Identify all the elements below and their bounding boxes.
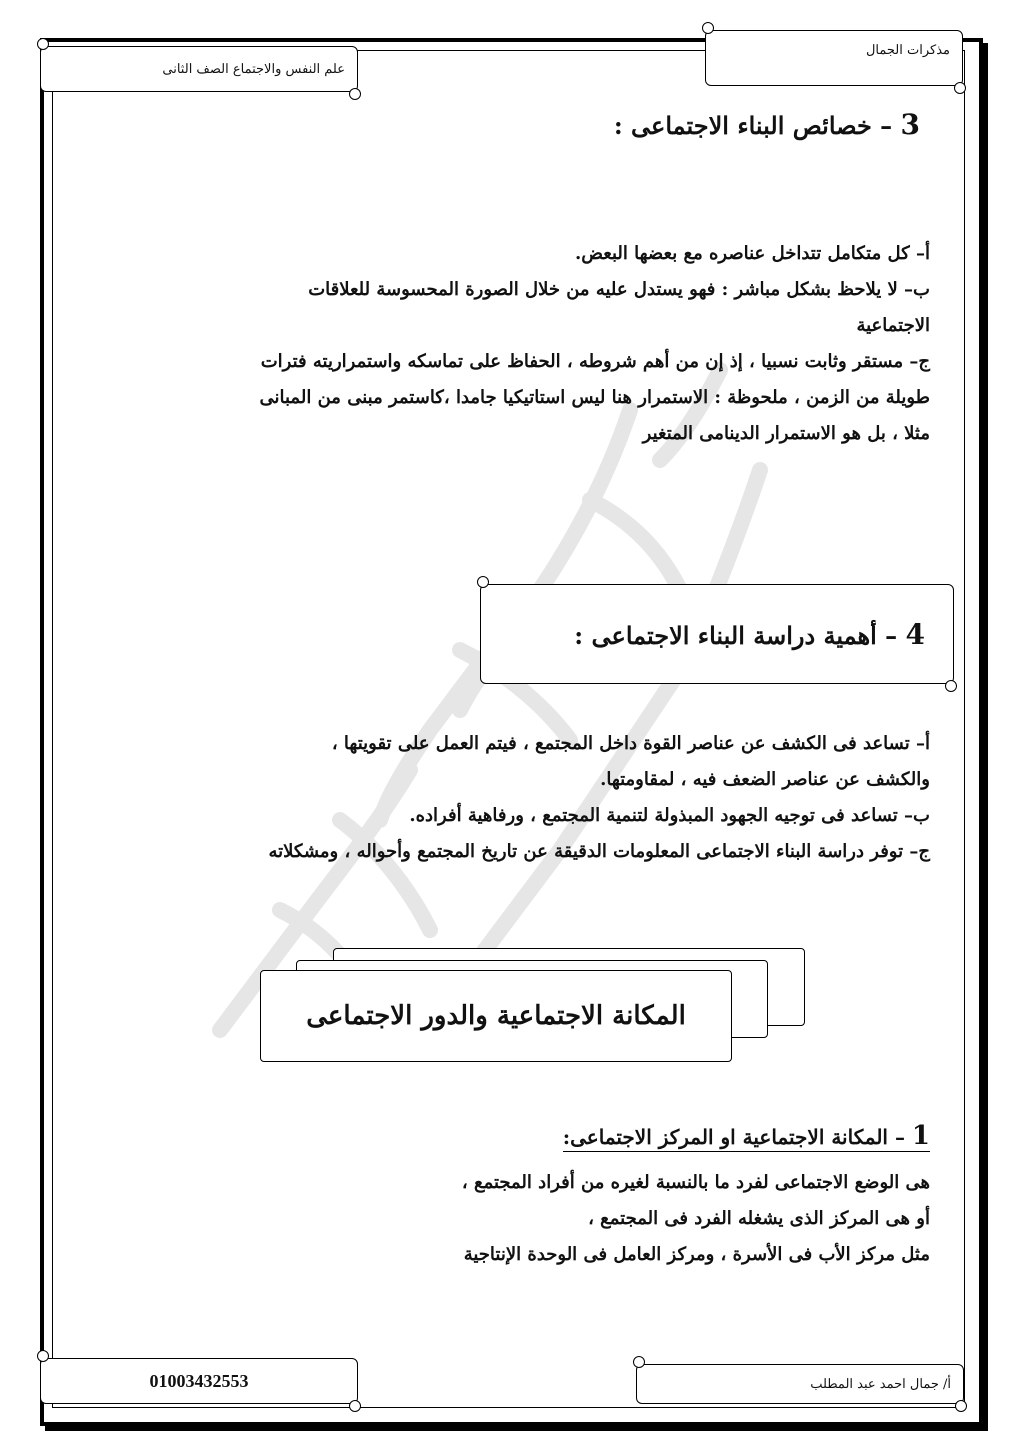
section-4-title: – أهمية دراسة البناء الاجتماعى : <box>574 620 898 650</box>
section-status <box>90 1118 930 1273</box>
section-4-item: ج– توفر دراسة البناء الاجتماعى المعلومات الدقيقة عن تاريخ المجتمع وأحواله ، ومشكلاته <box>268 841 930 862</box>
section-status-number: 1 <box>911 1121 930 1151</box>
section-status-item: مثل مركز الأب فى الأسرة ، ومركز العامل فى الوحدة الإنتاجية <box>463 1244 930 1265</box>
section-4-item: والكشف عن عناصر الضعف فيه ، لمقاومتها. <box>600 769 930 790</box>
header-left-label <box>40 46 358 92</box>
section-4-number: 4 <box>905 617 925 651</box>
section-status-body <box>90 1165 930 1273</box>
section-3-item: ب– لا يلاحظ بشكل مباشر : فهو يستدل عليه من خلال الصورة المحسوسة للعلاقات <box>308 279 930 300</box>
section-4-item: ب– تساعد فى توجيه الجهود المبذولة لتنمية المجتمع ، ورفاهية أفراده. <box>409 805 930 826</box>
banner-front <box>260 970 732 1062</box>
section-3-number: 3 <box>900 108 920 141</box>
section-3 <box>90 108 930 141</box>
section-3-item: مثلا ، بل هو الاستمرار الدينامى المتغير <box>642 423 930 444</box>
section-4-item: أ– تساعد فى الكشف عن عناصر القوة داخل المجتمع ، فيتم العمل على تقويتها ، <box>331 733 930 754</box>
footer-author-label <box>636 1364 964 1404</box>
section-status-item: هى الوضع الاجتماعى لفرد ما بالنسبة لغيره من أفراد المجتمع ، <box>461 1172 930 1193</box>
header-left-text: علم النفس والاجتماع الصف الثانى <box>162 61 345 77</box>
section-3-title: – خصائص البناء الاجتماعى : <box>613 111 893 140</box>
section-3-body <box>90 236 930 452</box>
section-status-item: أو هى المركز الذى يشغله الفرد فى المجتمع ، <box>588 1208 930 1229</box>
footer-phone-label <box>40 1358 358 1404</box>
section-3-item: ج– مستقر وثابت نسبيا ، إذ إن من أهم شروطه ، الحفاظ على تماسكه واستمراريته فترات <box>260 351 930 372</box>
section-3-item: أ– كل متكامل تتداخل عناصره مع بعضها البعض. <box>574 243 930 264</box>
section-4-heading-box <box>480 584 954 684</box>
section-3-item: طويلة من الزمن ، ملحوظة : الاستمرار هنا ليس استاتيكيا جامدا ،كاستمر مبنى من المبانى <box>259 387 930 408</box>
section-3-heading <box>90 108 930 141</box>
footer-author-text: أ/ جمال احمد عبد المطلب <box>810 1376 951 1392</box>
banner-title: المكانة الاجتماعية والدور الاجتماعى <box>306 1001 686 1031</box>
section-4-body <box>90 726 930 870</box>
section-3-item: الاجتماعية <box>856 315 930 336</box>
section-status-heading <box>562 1121 930 1152</box>
header-right-label <box>705 30 963 86</box>
footer-phone-text: 01003432553 <box>149 1370 249 1391</box>
header-right-text: مذكرات الجمال <box>865 43 950 58</box>
section-status-title: – المكانة الاجتماعية او المركز الاجتماعى: <box>562 1125 905 1149</box>
